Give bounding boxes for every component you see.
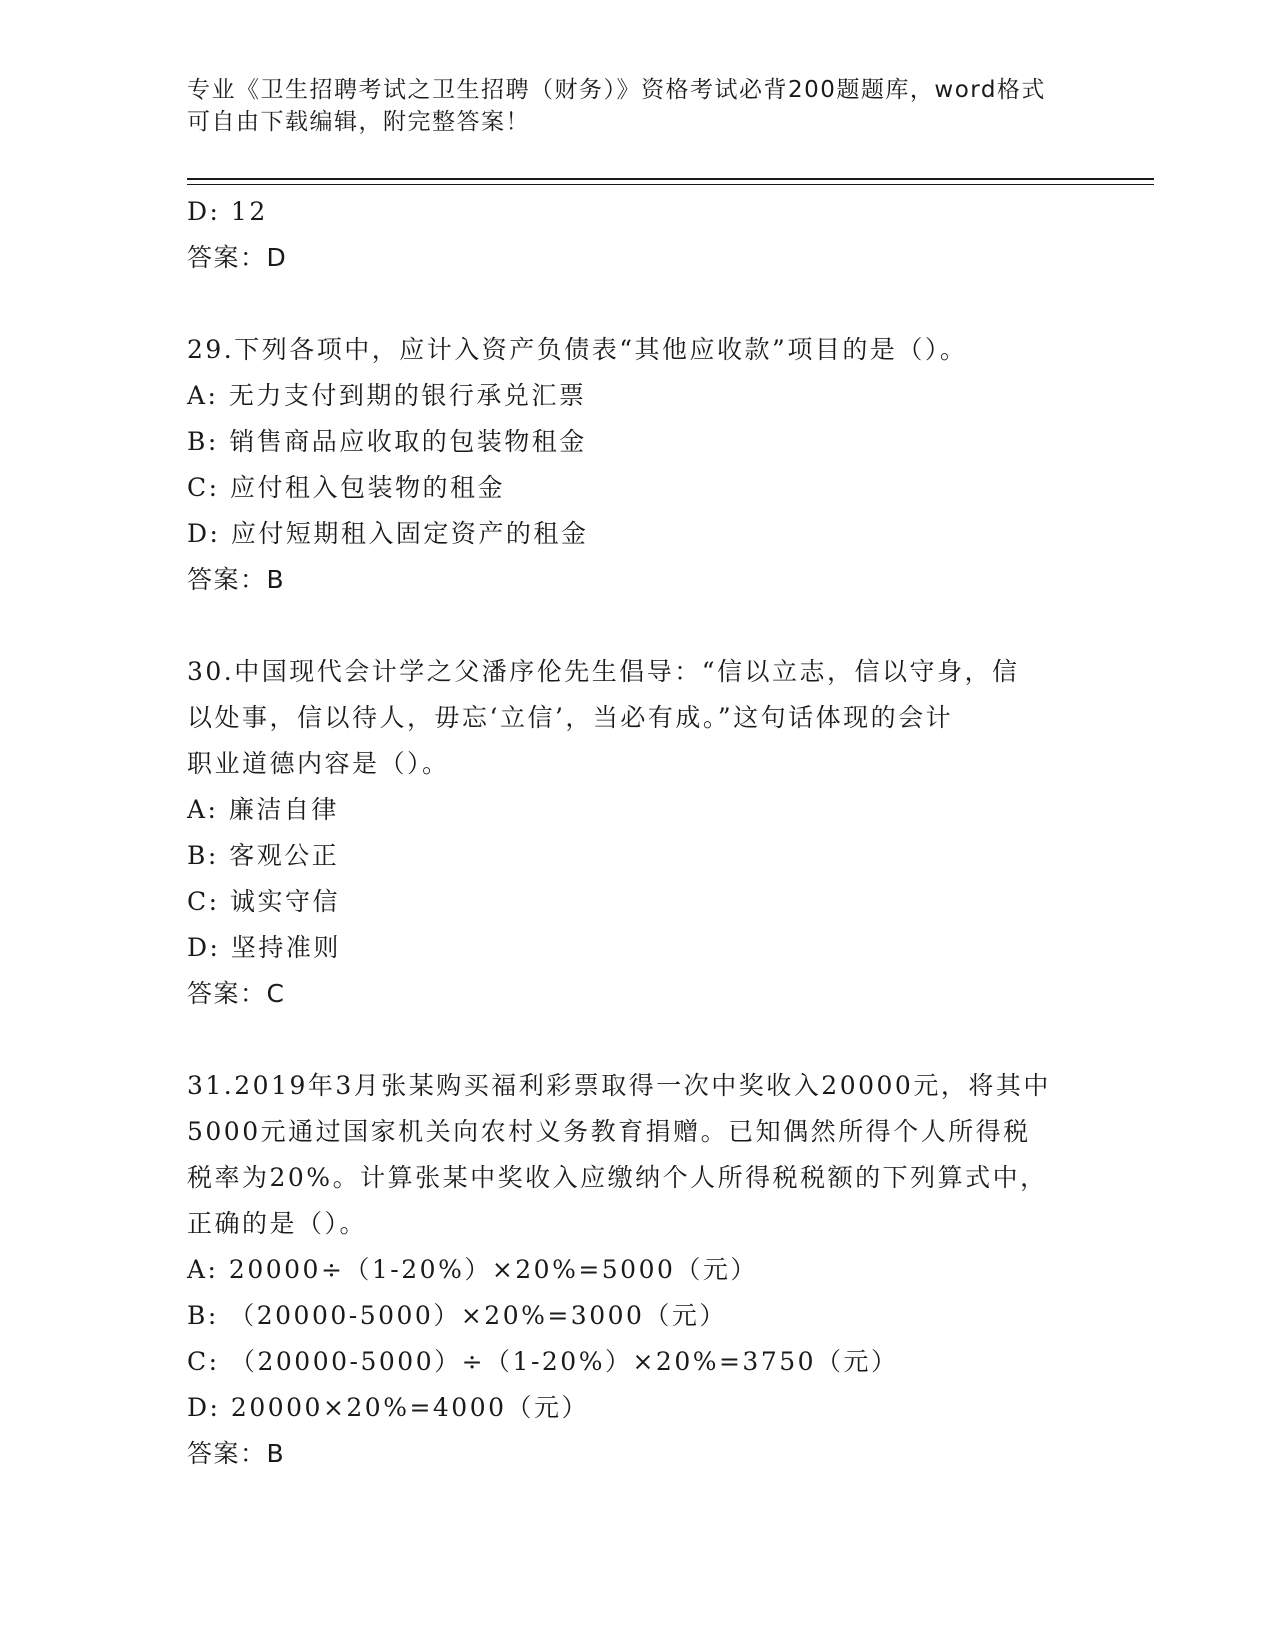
option-b: B: 客观公正 [187,841,340,870]
question-text: 29.下列各项中，应计入资产负债表“其他应收款”项目的是（）。 [187,335,968,364]
option-a: A: 20000÷（1-20%）×20%=5000（元） [187,1255,758,1284]
answer-line: 答案：B [187,1439,286,1468]
question-text-line-1: 30.中国现代会计学之父潘序伦先生倡导：“信以立志，信以守身，信 [187,657,1020,686]
option-a: A: 廉洁自律 [187,795,339,824]
option-c: C: 应付租入包装物的租金 [187,473,505,502]
option-b: B: （20000-5000）×20%=3000（元） [187,1301,727,1330]
header-line-2: 可自由下载编辑，附完整答案！ [187,109,530,135]
question-text-line-3: 税率为20%。计算张某中奖收入应缴纳个人所得税税额的下列算式中， [187,1163,1048,1192]
option-b: B: 销售商品应收取的包装物租金 [187,427,587,456]
question-text-line-4: 正确的是（）。 [187,1209,368,1238]
option-c: C: 诚实守信 [187,887,340,916]
question-text-line-3: 职业道德内容是（）。 [187,749,450,778]
previous-question-tail [187,189,1087,281]
answer-line: 答案：D [187,243,288,272]
question-31 [187,1063,1087,1477]
question-29 [187,327,1087,603]
header-line-1: 专业《卫生招聘考试之卫生招聘（财务）》资格考试必背200题题库，word格式 [187,77,1046,103]
document-header [187,74,1067,138]
question-text-line-2: 5000元通过国家机关向农村义务教育捐赠。已知偶然所得个人所得税 [187,1117,1031,1146]
header-rule-thick [187,178,1154,180]
question-text-line-1: 31.2019年3月张某购买福利彩票取得一次中奖收入20000元，将其中 [187,1071,1051,1100]
option-c: C: （20000-5000）÷（1-20%）×20%=3750（元） [187,1347,899,1376]
answer-line: 答案：C [187,979,286,1008]
document-body [187,189,1087,1477]
option-d: D: 12 [187,197,268,226]
header-rule-thin [187,184,1154,185]
option-a: A: 无力支付到期的银行承兑汇票 [187,381,587,410]
option-d: D: 20000×20%=4000（元） [187,1393,590,1422]
question-30 [187,649,1087,1017]
question-text-line-2: 以处事，信以待人，毋忘‘立信’，当必有成。”这句话体现的会计 [187,703,954,732]
answer-line: 答案：B [187,565,286,594]
option-d: D: 应付短期租入固定资产的租金 [187,519,589,548]
option-d: D: 坚持准则 [187,933,341,962]
